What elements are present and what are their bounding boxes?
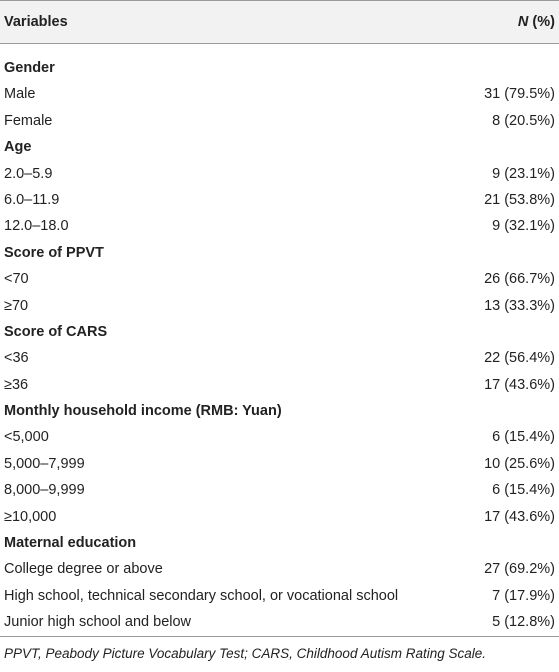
row-value: 21 (53.8%) <box>484 191 555 208</box>
row-value: 6 (15.4%) <box>492 482 555 499</box>
section-label: Score of PPVT <box>4 244 104 261</box>
row-label: <70 <box>4 271 29 288</box>
table-row <box>0 266 559 292</box>
row-value: 7 (17.9%) <box>492 587 555 604</box>
table-row <box>0 504 559 530</box>
table-row <box>0 583 559 609</box>
row-label: <36 <box>4 350 29 367</box>
row-label: Male <box>4 86 36 103</box>
row-value: 10 (25.6%) <box>484 455 555 472</box>
table-row <box>0 161 559 187</box>
row-value: 13 (33.3%) <box>484 297 555 314</box>
table-row <box>0 81 559 107</box>
row-value: 26 (66.7%) <box>484 271 555 288</box>
row-label: <5,000 <box>4 429 49 446</box>
section-row <box>0 398 559 424</box>
row-value: 5 (12.8%) <box>492 614 555 631</box>
row-label: 8,000–9,999 <box>4 482 85 499</box>
row-label: College degree or above <box>4 561 163 578</box>
table-row <box>0 108 559 134</box>
table-bottom-rule <box>0 636 559 637</box>
section-label: Gender <box>4 60 55 76</box>
row-value: 9 (32.1%) <box>492 218 555 235</box>
row-label: Female <box>4 112 53 129</box>
row-label: 12.0–18.0 <box>4 218 69 235</box>
row-label: Junior high school and below <box>4 614 192 631</box>
table-row <box>0 477 559 503</box>
table-body <box>0 55 559 636</box>
table-row <box>0 187 559 213</box>
header-variables: Variables <box>4 14 68 30</box>
table-row <box>0 213 559 239</box>
row-value: 6 (15.4%) <box>492 429 555 446</box>
section-row <box>0 530 559 556</box>
table-row <box>0 372 559 398</box>
header-n-symbol: N <box>517 14 529 30</box>
row-label: 2.0–5.9 <box>4 165 53 182</box>
row-label: ≥70 <box>4 297 29 314</box>
section-label: Maternal education <box>4 535 137 552</box>
section-label: Monthly household income (RMB: Yuan) <box>4 403 282 420</box>
table-row <box>0 345 559 371</box>
section-label: Age <box>4 139 32 156</box>
row-label: 5,000–7,999 <box>4 455 85 472</box>
row-value: 27 (69.2%) <box>484 561 555 578</box>
section-row <box>0 134 559 160</box>
table-row <box>0 424 559 450</box>
row-label: ≥36 <box>4 376 29 393</box>
row-value: 8 (20.5%) <box>492 112 555 129</box>
section-row <box>0 319 559 345</box>
header-n-percent <box>518 14 555 30</box>
header-n-suffix: (%) <box>528 14 555 30</box>
row-label: 6.0–11.9 <box>4 191 60 208</box>
table-header <box>0 0 559 44</box>
row-value: 9 (23.1%) <box>492 165 555 182</box>
section-label: Score of CARS <box>4 323 108 340</box>
row-label: ≥10,000 <box>4 508 57 525</box>
section-row <box>0 55 559 81</box>
table-footnote: PPVT, Peabody Picture Vocabulary Test; CARS, Childhood Autism Rating Scale. <box>4 646 486 661</box>
row-value: 17 (43.6%) <box>484 508 555 525</box>
row-label: High school, technical secondary school, or vocational school <box>4 587 399 604</box>
table-row <box>0 293 559 319</box>
table-row <box>0 609 559 635</box>
table-row <box>0 556 559 582</box>
row-value: 22 (56.4%) <box>484 350 555 367</box>
row-value: 17 (43.6%) <box>484 376 555 393</box>
row-value: 31 (79.5%) <box>484 86 555 103</box>
table-row <box>0 451 559 477</box>
section-row <box>0 240 559 266</box>
